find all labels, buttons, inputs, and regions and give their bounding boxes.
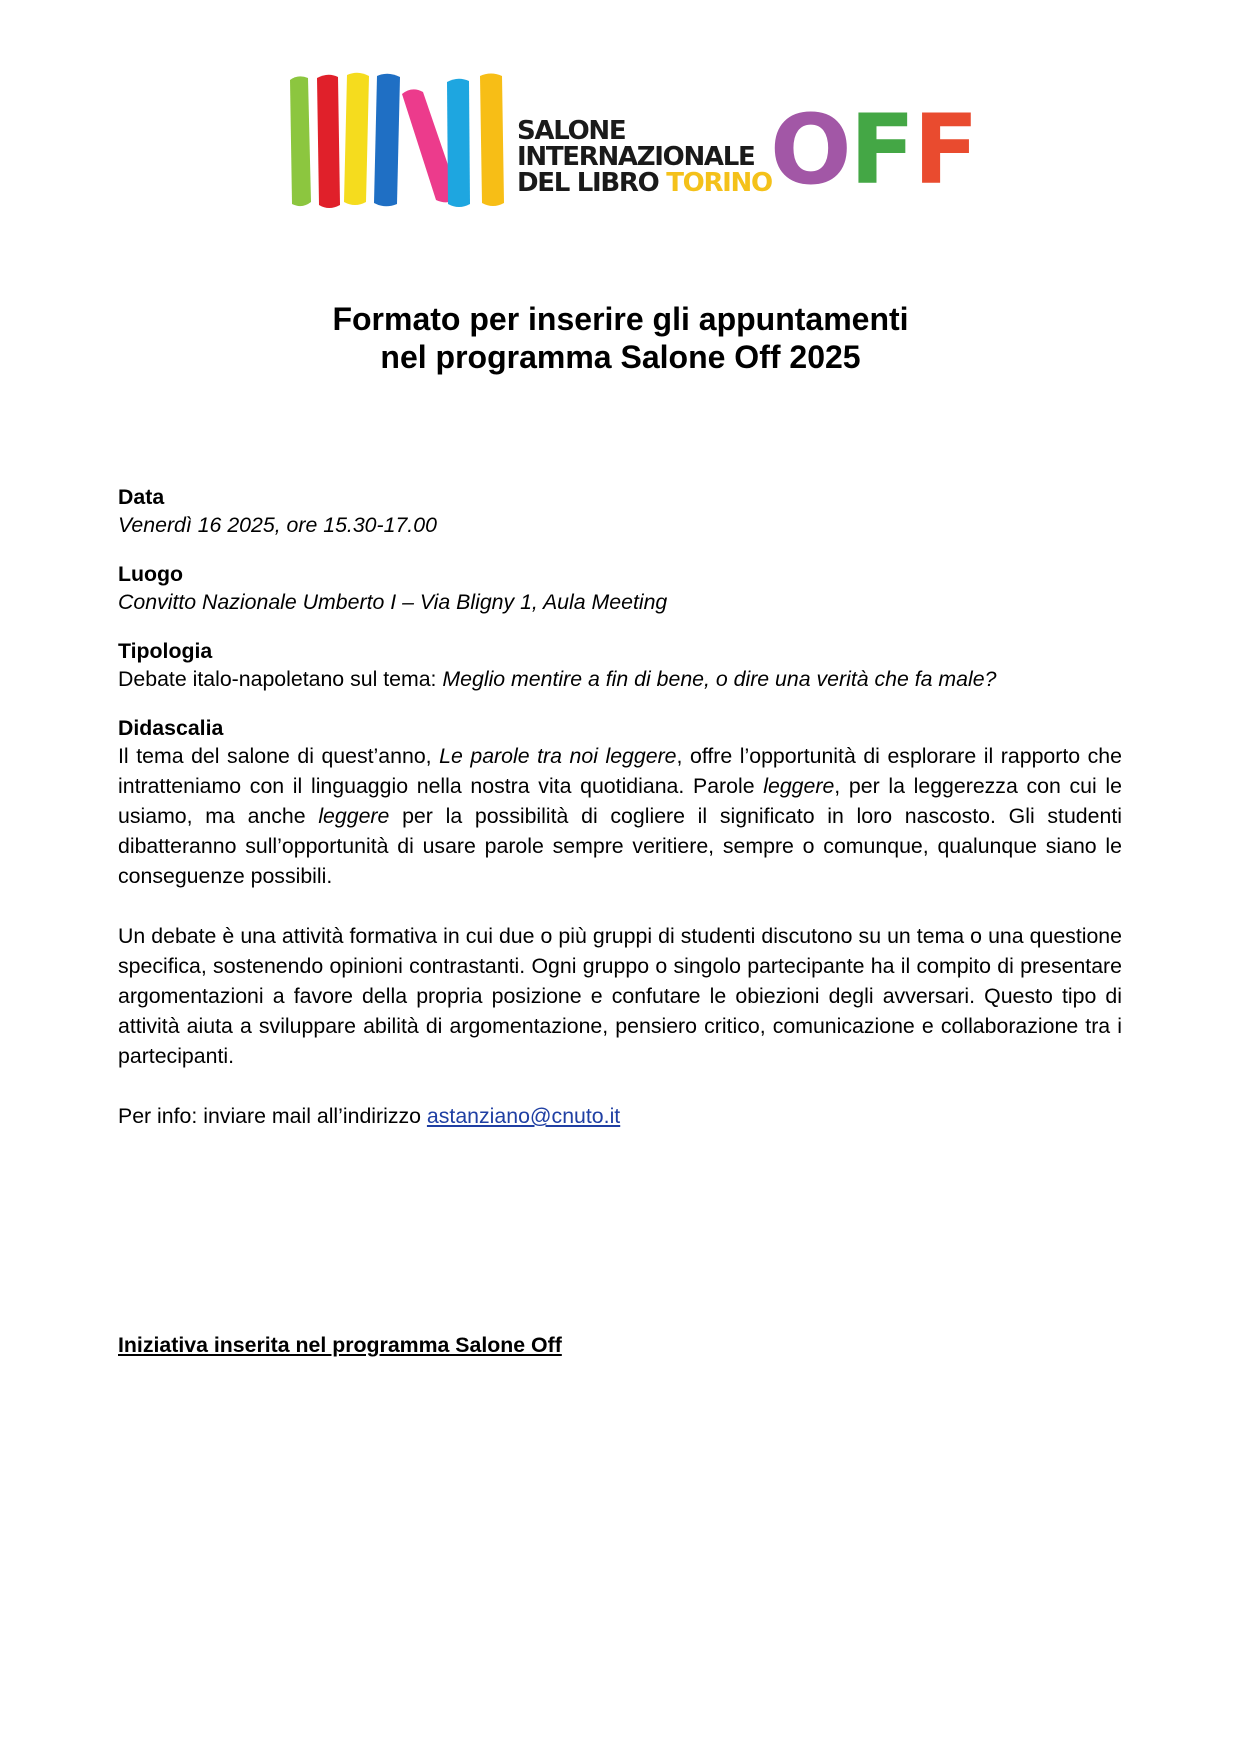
document-body [118,484,1122,1131]
blue-stripe [374,74,400,207]
book-stripes-logo-icon [284,72,516,212]
tipologia-prefix: Debate italo-napoletano sul tema: [118,667,443,691]
p1-text-g: per la possibilità di cogliere il significato in loro nascosto. Gli studenti dibatteranno sull’opportunità di usare parole sempre veritiere, sempre o comunque, qualunque siano le conseguenze possibili. [118,804,1122,888]
logo-line-del-libro [517,170,772,196]
logo-del-libro: DEL LIBRO [517,168,667,198]
p1-word-leggere-1: leggere [763,774,835,798]
p1-theme-title: Le parole tra noi leggere [439,744,677,768]
cyan-stripe [447,79,470,207]
info-email-link[interactable]: astanziano@cnuto.it [426,1104,621,1128]
logo-line-salone: SALONE [517,116,626,146]
tipologia-label: Tipologia [118,639,213,663]
logo-off-o: O [770,94,850,206]
yellow-stripe [344,73,369,205]
didascalia-paragraph-1 [118,741,1122,891]
didascalia-paragraph-2: Un debate è una attività formativa in cui due o più gruppi di studenti discutono su un tema o una questione specifica, sostenendo opinioni contrastanti. Ogni gruppo o singolo partecipante ha il compito di presentare argomentazioni a favore della propria posizione e confutare le obiezioni degli avversari. Questo tipo di attività aiuta a sviluppare abilità di argomentazione, pensiero critico, comunicazione e collaborazione tra i partecipanti. [118,924,1122,1068]
orange-stripe [480,74,504,207]
logo-off-f2: F [913,94,977,206]
title-line-1: Formato per inserire gli appuntamenti [332,301,909,337]
data-value: Venerdì 16 2025, ore 15.30-17.00 [118,513,437,537]
luogo-label: Luogo [118,562,184,586]
green-stripe [290,76,311,206]
section-didascalia [118,715,1122,1131]
logo-off [770,94,977,206]
data-label: Data [118,485,165,509]
info-line [118,1101,1122,1131]
logo-torino: TORINO [666,168,772,198]
tipologia-theme: Meglio mentire a fin di bene, o dire una verità che fa male? [442,667,997,691]
didascalia-label: Didascalia [118,716,224,740]
salone-off-logo [284,72,977,212]
section-tipologia [118,638,1122,694]
page-title [0,300,1241,376]
info-prefix: Per info: inviare mail all’indirizzo [118,1104,427,1128]
red-stripe [317,75,340,208]
p1-text-c: , offre l’opportunità di esplorare il rapporto che intratteniamo con il linguaggio nella nostra vita quotidiana. Parole [118,744,1122,798]
luogo-value: Convitto Nazionale Umberto I – Via Bligny 1, Aula Meeting [118,590,668,614]
section-luogo [118,561,1122,617]
footer-note: Iniziativa inserita nel programma Salone Off [118,1333,562,1357]
p1-text-a: Il tema del salone di quest’anno, [118,744,440,768]
logo-off-f1: F [849,94,914,206]
p1-text-e: , per la leggerezza con cui le usiamo, ma anche [118,774,1122,828]
logo-line-internazionale: INTERNAZIONALE [517,142,755,172]
section-data [118,484,1122,540]
logo-wordmark [517,118,772,196]
tipologia-value [118,664,1122,694]
p1-word-leggere-2: leggere [318,804,390,828]
title-line-2: nel programma Salone Off 2025 [380,339,861,375]
